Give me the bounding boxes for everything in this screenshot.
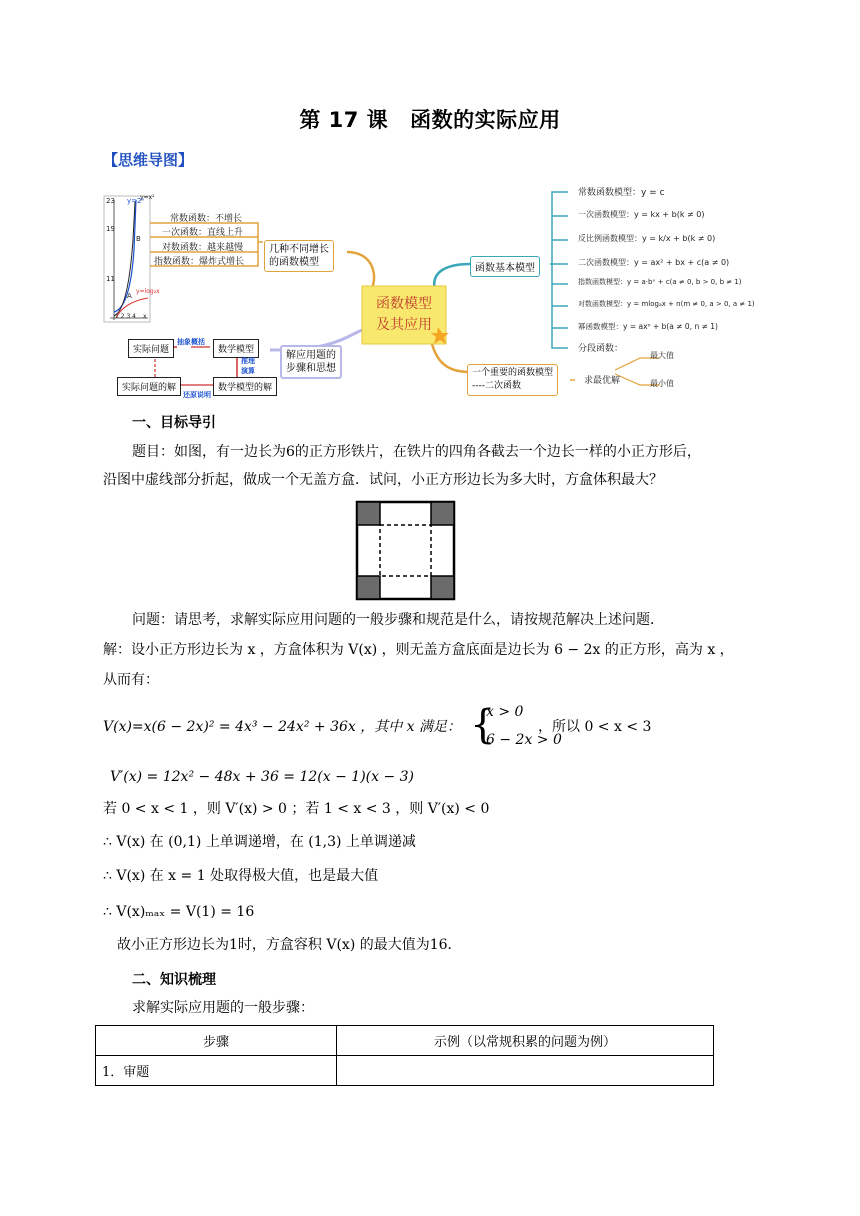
- table-row: [96, 1056, 714, 1086]
- table-header-row: [96, 1026, 714, 1056]
- left-item-exp: 指数函数：爆炸式增长: [154, 257, 245, 267]
- graph-x-ticks: 1 2 3 4: [115, 313, 136, 320]
- right-item-power: 幂函数模型：y = axⁿ + b(a ≠ 0, n ≠ 1): [578, 322, 718, 331]
- condition-1: x > 0: [486, 704, 524, 720]
- flow-reason-label: 推理 演算: [241, 357, 255, 375]
- brace: {: [470, 702, 496, 748]
- problem-line2: 沿图中虚线部分折起，做成一个无盖方盒．试问，小正方形边长为多大时，方盒体积最大？: [103, 472, 663, 488]
- left-item-constant: 常数函数：不增长: [170, 214, 243, 224]
- center-node: 函数模型 及其应用: [376, 296, 432, 333]
- right-item-log: 对数函数模型：y = mlogₐx + n(m ≠ 0, a > 0, a ≠ 1): [578, 300, 755, 308]
- mindmap-label: 【思维导图】: [103, 151, 194, 169]
- monotonicity: ∴ V(x) 在 (0,1) 上单调递增，在 (1,3) 上单调递减: [103, 834, 416, 850]
- growth-models-node: 几种不同增长 的函数模型: [264, 240, 334, 272]
- right-item-linear: 一次函数模型：y = kx + b(k ≠ 0): [578, 210, 705, 219]
- right-item-quadratic: 二次函数模型：y = ax² + bx + c(a ≠ 0): [578, 258, 730, 267]
- graph-y-23: 23: [106, 197, 115, 205]
- solution-line2: 从而有：: [103, 672, 159, 688]
- graph-curve-log-label: y=log₂x: [136, 288, 160, 295]
- graph-point-a: A: [127, 292, 132, 300]
- right-item-piecewise: 分段函数：: [578, 344, 624, 354]
- optimal-solution-node: 求最优解: [584, 376, 621, 386]
- page-title: [0, 104, 860, 134]
- basic-models-node: 函数基本模型: [470, 256, 540, 277]
- domain-result: ，所以 0 < x < 3: [538, 719, 652, 735]
- table-header-step: 步骤: [96, 1026, 337, 1056]
- graph-y-19: 19: [106, 225, 115, 233]
- mindmap: [100, 180, 760, 400]
- graph-curve-sq-label: y=x²: [140, 194, 155, 201]
- steps-table: [95, 1025, 714, 1086]
- right-item-constant: 常数函数模型：y = c: [578, 188, 665, 198]
- extremum: ∴ V(x) 在 x = 1 处取得极大值，也是最大值: [103, 868, 379, 884]
- section2-heading: 二、知识梳理: [132, 972, 216, 988]
- lesson-title: 函数的实际应用: [410, 108, 561, 132]
- left-item-linear: 一次函数：直线上升: [162, 228, 244, 238]
- left-item-log: 对数函数：越来越慢: [162, 243, 244, 253]
- volume-equation: V(x)=x(6 − 2x)² = 4x³ − 24x² + 36x ，其中 x 满足：: [103, 719, 462, 735]
- flow-real-solution: 实际问题的解: [117, 377, 181, 396]
- solution-line1: 解：设小正方形边长为 x ，方盒体积为 V(x) ，则无盖方盒底面是边长为 6 − 2x 的正方形，高为 x ，: [103, 642, 734, 658]
- box-net-diagram: [355, 500, 457, 602]
- maximum-value: ∴ V(x)ₘₐₓ = V(1) = 16: [103, 904, 255, 920]
- table-header-example: 示例（以常规积累的问题为例）: [337, 1026, 714, 1056]
- section1-heading: 一、目标导引: [132, 415, 216, 431]
- condition-2: 6 − 2x > 0: [486, 732, 562, 748]
- quadratic-model-node: 一个重要的函数模型 ----二次函数: [467, 364, 558, 396]
- flow-abstract-label: 抽象概括: [177, 338, 205, 346]
- max-value-node: 最大值: [650, 351, 674, 360]
- steps-intro: 求解实际应用题的一般步骤：: [132, 1000, 314, 1016]
- sign-analysis: 若 0 < x < 1 ，则 V′(x) > 0 ；若 1 < x < 3 ，则 V′(x) < 0: [103, 801, 490, 817]
- graph-x-label: x: [143, 313, 147, 320]
- flow-math-model: 数学模型: [213, 339, 259, 358]
- flow-model-solution: 数学模型的解: [213, 377, 277, 396]
- derivative-equation: V′(x) = 12x² − 48x + 36 = 12(x − 1)(x − 3): [110, 769, 415, 785]
- right-item-inverse: 反比例函数模型：y = k/x + b(k ≠ 0): [578, 234, 716, 243]
- table-cell-example: [337, 1056, 714, 1086]
- table-cell-step: 1．审题: [96, 1056, 337, 1086]
- graph-y-11: 11: [106, 275, 115, 283]
- solving-steps-node: 解应用题的 步骤和思想: [280, 345, 342, 379]
- problem-line1: 题目：如图，有一边长为6的正方形铁片，在铁片的四角各截去一个边长一样的小正方形后，: [132, 444, 701, 460]
- min-value-node: 最小值: [650, 379, 674, 388]
- question-text: 问题：请思考，求解实际应用问题的一般步骤和规范是什么，请按规范解决上述问题．: [132, 612, 664, 628]
- flow-real-problem: 实际问题: [128, 339, 174, 358]
- graph-curve-exp-label: y=2ˣ: [127, 197, 145, 205]
- graph-point-b: B: [136, 235, 141, 243]
- right-item-exp: 指数函数模型：y = a·bˣ + c(a ≠ 0, b > 0, b ≠ 1): [578, 278, 742, 286]
- lesson-number: 第 17 课: [299, 108, 389, 132]
- flow-restore-label: 还原说明: [183, 391, 211, 399]
- conclusion: 故小正方形边长为1时，方盒容积 V(x) 的最大值为16．: [117, 937, 462, 953]
- growth-graph-frame: [104, 196, 150, 322]
